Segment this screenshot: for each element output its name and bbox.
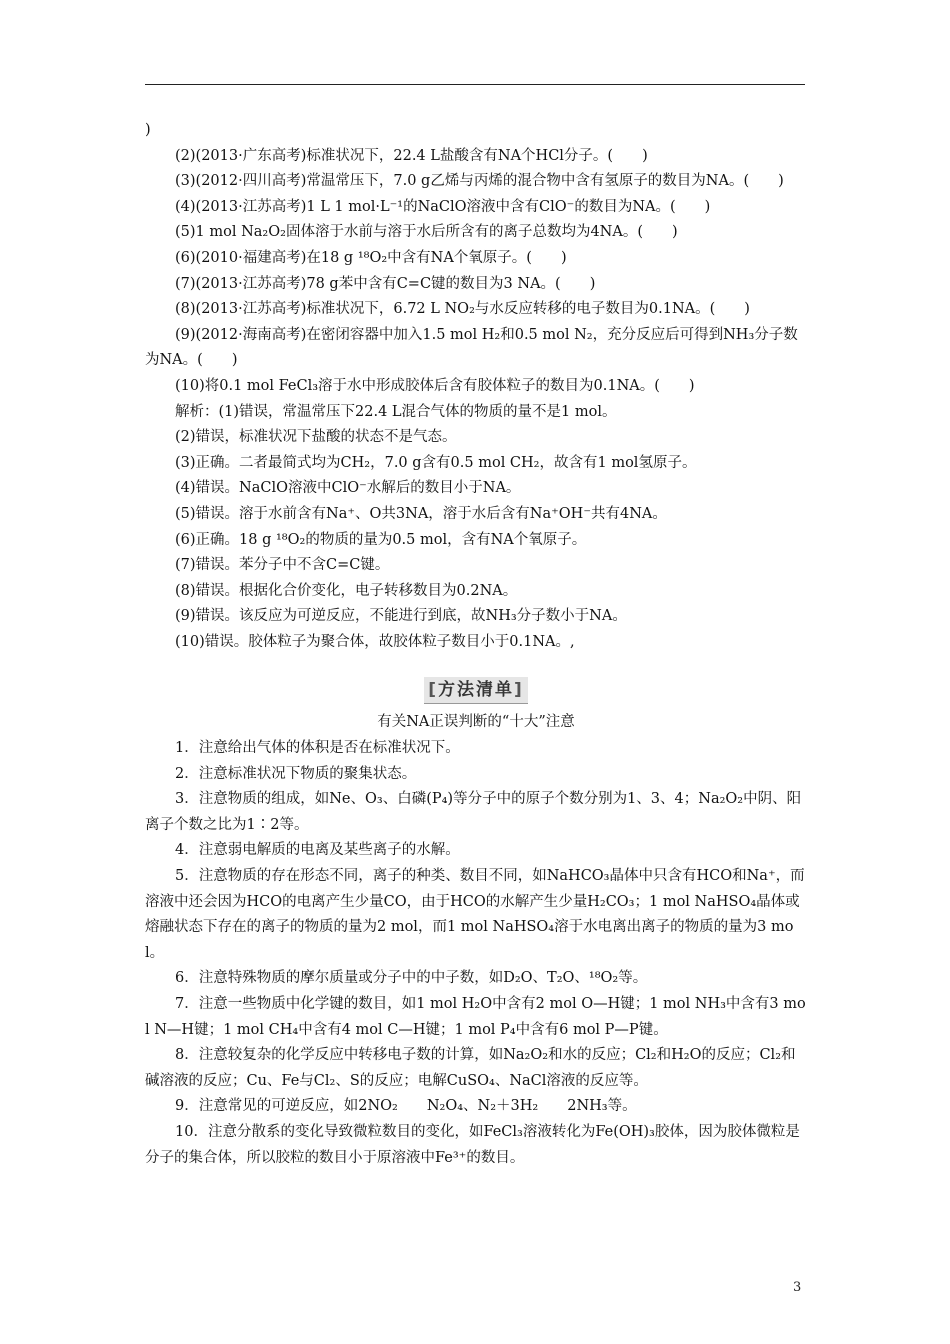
answer-line: (8)错误。根据化合价变化，电子转移数目为0.2NA。 <box>175 582 518 599</box>
method-item: 9．注意常见的可逆反应，如2NO₂ N₂O₄、N₂＋3H₂ 2NH₃等。 <box>175 1098 637 1115</box>
method-item: 6．注意特殊物质的摩尔质量或分子中的中子数，如D₂O、T₂O、¹⁸O₂等。 <box>175 970 648 987</box>
question-line: ) <box>145 122 151 138</box>
answer-line: (6)正确。18 g ¹⁸O₂的物质的量为0.5 mol，含有NA个氧原子。 <box>175 531 587 548</box>
answer-line: (3)正确。二者最简式均为CH₂，7.0 g含有0.5 mol CH₂，故含有1 mol氢原子。 <box>175 454 697 471</box>
method-item: 7．注意一些物质中化学键的数目，如1 mol H₂O中含有2 mol O—H键；1 mol NH₃中含有3 mol N—H键；1 mol CH₄中含有4 mol C—H键；1 mol P₄中含有6 mol P—P键。 <box>145 996 806 1038</box>
method-item: 10．注意分散系的变化导致微粒数目的变化，如FeCl₃溶液转化为Fe(OH)₃胶体，因为胶体微粒是分子的集合体，所以胶粒的数目小于原溶液中Fe³⁺的数目。 <box>145 1123 800 1166</box>
answer-line: (2)错误，标准状况下盐酸的状态不是气态。 <box>175 429 457 446</box>
banner-right-bracket: ] <box>514 680 524 701</box>
section-subtitle: 有关NA正误判断的“十大”注意 <box>377 714 575 731</box>
method-item: 1．注意给出气体的体积是否在标准状况下。 <box>175 740 460 757</box>
page-number: 3 <box>793 1280 802 1295</box>
question-line: (10)将0.1 mol FeCl₃溶于水中形成胶体后含有胶体粒子的数目为0.1NA。( ) <box>175 377 695 394</box>
question-line: (4)(2013·江苏高考)1 L 1 mol·L⁻¹的NaClO溶液中含有ClO⁻的数目为NA。( ) <box>175 198 711 215</box>
method-item: 2．注意标准状况下物质的聚集状态。 <box>175 765 417 782</box>
question-line: (3)(2012·四川高考)常温常压下，7.0 g乙烯与丙烯的混合物中含有氢原子的数目为NA。( ) <box>175 173 784 190</box>
question-line: (8)(2013·江苏高考)标准状况下，6.72 L NO₂与水反应转移的电子数目为0.1NA。( ) <box>175 301 750 318</box>
answer-line: 解析：(1)错误，常温常压下22.4 L混合气体的物质的量不是1 mol。 <box>175 403 617 420</box>
section-banner-wrap <box>145 677 807 707</box>
answer-line: (7)错误。苯分子中不含C=C键。 <box>175 557 390 574</box>
method-item: 4．注意弱电解质的电离及某些离子的水解。 <box>175 842 460 859</box>
question-line: (9)(2012·海南高考)在密闭容器中加入1.5 mol H₂和0.5 mol N₂，充分反应后可得到NH₃分子数为NA。( ) <box>145 326 798 369</box>
answer-line: (9)错误。该反应为可逆反应，不能进行到底，故NH₃分子数小于NA。 <box>175 608 627 625</box>
method-item: 3．注意物质的组成，如Ne、O₃、白磷(P₄)等分子中的原子个数分别为1、3、4；Na₂O₂中阴、阳离子个数之比为1∶2等。 <box>145 791 802 833</box>
question-line: (6)(2010·福建高考)在18 g ¹⁸O₂中含有NA个氧原子。( ) <box>175 249 567 266</box>
method-item: 8．注意较复杂的化学反应中转移电子数的计算，如Na₂O₂和水的反应；Cl₂和H₂O的反应；Cl₂和碱溶液的反应；Cu、Fe与Cl₂、S的反应；电解CuSO₄、NaCl溶液的反应等。 <box>145 1047 796 1089</box>
question-line: (7)(2013·江苏高考)78 g苯中含有C=C键的数目为3 NA。( ) <box>175 275 596 292</box>
answer-line: (5)错误。溶于水前含有Na⁺、O共3NA，溶于水后含有Na⁺OH⁻共有4NA。 <box>175 505 667 522</box>
answer-line: (10)错误。胶体粒子为聚合体，故胶体粒子数目小于0.1NA。, <box>175 633 575 650</box>
method-item: 5．注意物质的存在形态不同，离子的种类、数目不同，如NaHCO₃晶体中只含有HCO和Na⁺，而溶液中还会因为HCO的电离产生少量CO，由于HCO的水解产生少量H₂CO₃；1 mol NaHSO₄晶体或熔融状态下存在的离子的物质的量为2 mol，而1 mol NaHSO₄溶于水电离出离子的物质的量为3 mol。 <box>145 868 805 961</box>
answer-line: (4)错误。NaClO溶液中ClO⁻水解后的数目小于NA。 <box>175 480 521 497</box>
section-banner <box>424 677 528 704</box>
document-body <box>145 118 807 1171</box>
question-line: (2)(2013·广东高考)标准状况下，22.4 L盐酸含有NA个HCl分子。( ) <box>175 147 648 164</box>
header-rule <box>145 84 805 85</box>
banner-title: 方法清单 <box>438 680 514 701</box>
question-line: (5)1 mol Na₂O₂固体溶于水前与溶于水后所含有的离子总数均为4NA。( ) <box>175 224 678 241</box>
banner-left-bracket: [ <box>428 680 438 701</box>
